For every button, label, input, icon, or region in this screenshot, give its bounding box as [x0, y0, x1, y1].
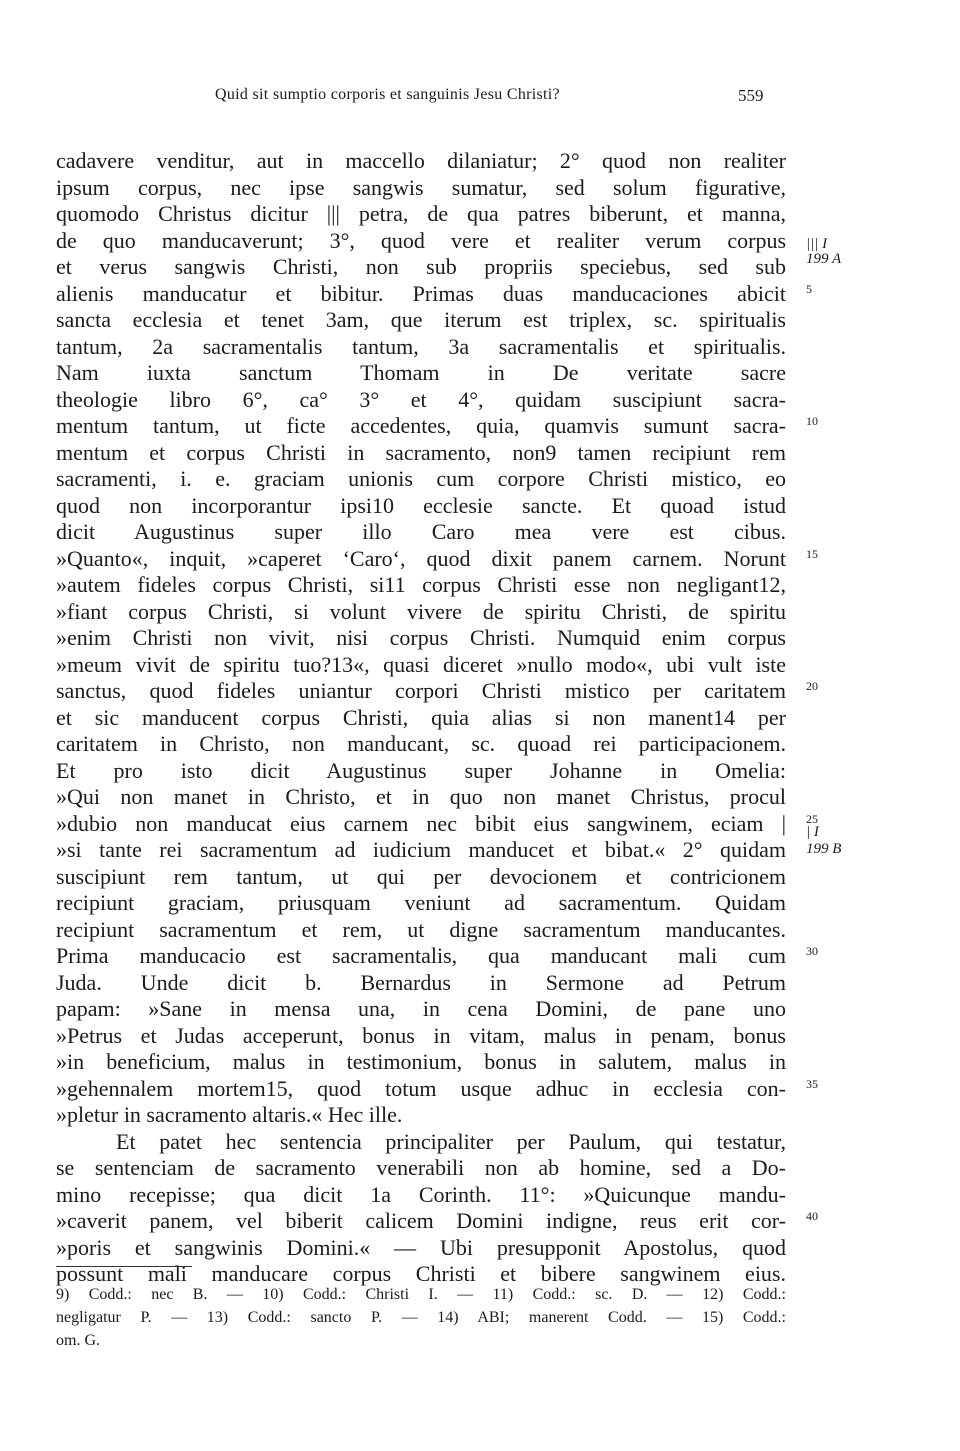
- footnotes: [56, 1283, 786, 1352]
- text-line: »gehennalem mortem15, quod totum usque adhuc in ecclesia con-: [56, 1075, 786, 1101]
- text-line: mentum tantum, ut ficte accedentes, quia, quamvis sumunt sacra-: [56, 413, 786, 438]
- text-line: se sentenciam de sacramento venerabili non ab homine, sed a Do-: [56, 1155, 786, 1180]
- text-line: et sic manducent corpus Christi, quia alias si non manent14 per: [56, 704, 786, 730]
- text-line: »Quanto«, inquit, »caperet ‘Caro‘, quod dixit panem carnem. Norunt: [56, 545, 786, 571]
- text-line: theologie libro 6°, ca° 3° et 4°, quidam suscipiunt sacra-: [56, 386, 786, 412]
- text-line: »si tante rei sacramentum ad iudicium manducet et bibat.« 2° quidam: [56, 837, 786, 862]
- text-line: Juda. Unde dicit b. Bernardus in Sermone ad Petrum: [56, 969, 786, 995]
- text-line: alienis manducatur et bibitur. Primas duas manducaciones abicit: [56, 280, 786, 306]
- line-number: 20: [806, 679, 818, 693]
- text-line: caritatem in Christo, non manducant, sc. quoad rei participacionem.: [56, 731, 786, 756]
- line-number: 30: [806, 944, 818, 958]
- line-number: 15: [806, 547, 818, 561]
- text-line: sacramenti, i. e. graciam unionis cum corpore Christi mistico, eo: [56, 466, 786, 491]
- text-line: sancta ecclesia et tenet 3am, que iterum est triplex, sc. spiritualis: [56, 307, 786, 332]
- line-number: 10: [806, 414, 818, 428]
- running-title: Quid sit sumptio corporis et sanguinis Jesu Christi?: [215, 86, 560, 103]
- text-line: »autem fideles corpus Christi, si11 corpus Christi esse non negligant12,: [56, 572, 786, 597]
- text-line: »pletur in sacramento altaris.« Hec ille.: [56, 1102, 403, 1127]
- text-line: mentum et corpus Christi in sacramento, non9 tamen recipiunt rem: [56, 439, 786, 465]
- margin-reference: | I: [806, 824, 819, 840]
- margin-reference: ||| I: [806, 236, 828, 252]
- text-line: quod non incorporantur ipsi10 ecclesie sancte. Et quoad istud: [56, 492, 786, 518]
- margin-reference: 199 B: [806, 841, 842, 857]
- text-line: dicit Augustinus super illo Caro mea vere est cibus.: [56, 519, 786, 544]
- text-line: Prima manducacio est sacramentalis, qua manducant mali cum: [56, 943, 786, 968]
- text-line: suscipiunt rem tantum, ut qui per devocionem et contricionem: [56, 863, 786, 889]
- text-line: papam: »Sane in mensa una, in cena Domini, de pane uno: [56, 996, 786, 1021]
- text-line: quomodo Christus dicitur ||| petra, de qua patres biberunt, et manna,: [56, 201, 786, 226]
- footnote-line: 9) Codd.: nec B. — 10) Codd.: Christi I. — 11) Codd.: sc. D. — 12) Codd.:: [56, 1286, 786, 1303]
- text-line: sanctus, quod fideles uniantur corpori Christi mistico per caritatem: [56, 678, 786, 703]
- page-number: 559: [738, 86, 764, 105]
- footnote-line: om. G.: [56, 1332, 100, 1349]
- text-line: »enim Christi non vivit, nisi corpus Christi. Numquid enim corpus: [56, 625, 786, 650]
- text-line: cadavere venditur, aut in maccello dilaniatur; 2° quod non realiter: [56, 148, 786, 173]
- text-line: »meum vivit de spiritu tuo?13«, quasi diceret »nullo modo«, ubi vult iste: [56, 651, 786, 677]
- text-line: Et pro isto dicit Augustinus super Johanne in Omelia:: [56, 757, 786, 783]
- main-text: [56, 148, 786, 1288]
- text-line: recipiunt sacramentum et rem, ut digne sacramentum manducantes.: [56, 916, 786, 942]
- text-line: et verus sangwis Christi, non sub propriis speciebus, sed sub: [56, 254, 786, 279]
- line-number: 35: [806, 1077, 818, 1091]
- text-line: »poris et sangwinis Domini.« — Ubi presupponit Apostolus, quod: [56, 1234, 786, 1260]
- text-line: possunt mali manducare corpus Christi et bibere sangwinem eius.: [56, 1261, 786, 1286]
- text-line: »in beneficium, malus in testimonium, bonus in salutem, malus in: [56, 1049, 786, 1074]
- text-line: »fiant corpus Christi, si volunt vivere de spiritu Christi, de spiritu: [56, 598, 786, 624]
- running-header: [0, 86, 960, 116]
- text-line: recipiunt graciam, priusquam veniunt ad sacramentum. Quidam: [56, 890, 786, 915]
- line-number: 5: [806, 282, 812, 296]
- text-line: ipsum corpus, nec ipse sangwis sumatur, sed solum figurative,: [56, 174, 786, 200]
- text-line: mino recepisse; qua dicit 1a Corinth. 11°: »Quicunque mandu-: [56, 1181, 786, 1207]
- text-line: de quo manducaverunt; 3°, quod vere et realiter verum corpus: [56, 227, 786, 253]
- footnote-rule: [56, 1266, 192, 1267]
- line-number: 25: [806, 812, 818, 826]
- text-line: Et patet hec sentencia principaliter per Paulum, qui testatur,: [116, 1128, 786, 1154]
- text-line: »Qui non manet in Christo, et in quo non manet Christus, procul: [56, 784, 786, 809]
- text-line: Nam iuxta sanctum Thomam in De veritate sacre: [56, 360, 786, 385]
- text-line: tantum, 2a sacramentalis tantum, 3a sacramentalis et spiritualis.: [56, 333, 786, 359]
- text-line: »dubio non manducat eius carnem nec bibit eius sangwinem, eciam |: [56, 810, 786, 836]
- line-number: 40: [806, 1209, 818, 1223]
- text-line: »caverit panem, vel biberit calicem Domini indigne, reus erit cor-: [56, 1208, 786, 1233]
- footnote-line: negligatur P. — 13) Codd.: sancto P. — 14) ABI; manerent Codd. — 15) Codd.:: [56, 1309, 786, 1326]
- margin-reference: 199 A: [806, 251, 842, 267]
- text-line: »Petrus et Judas acceperunt, bonus in vitam, malus in penam, bonus: [56, 1022, 786, 1048]
